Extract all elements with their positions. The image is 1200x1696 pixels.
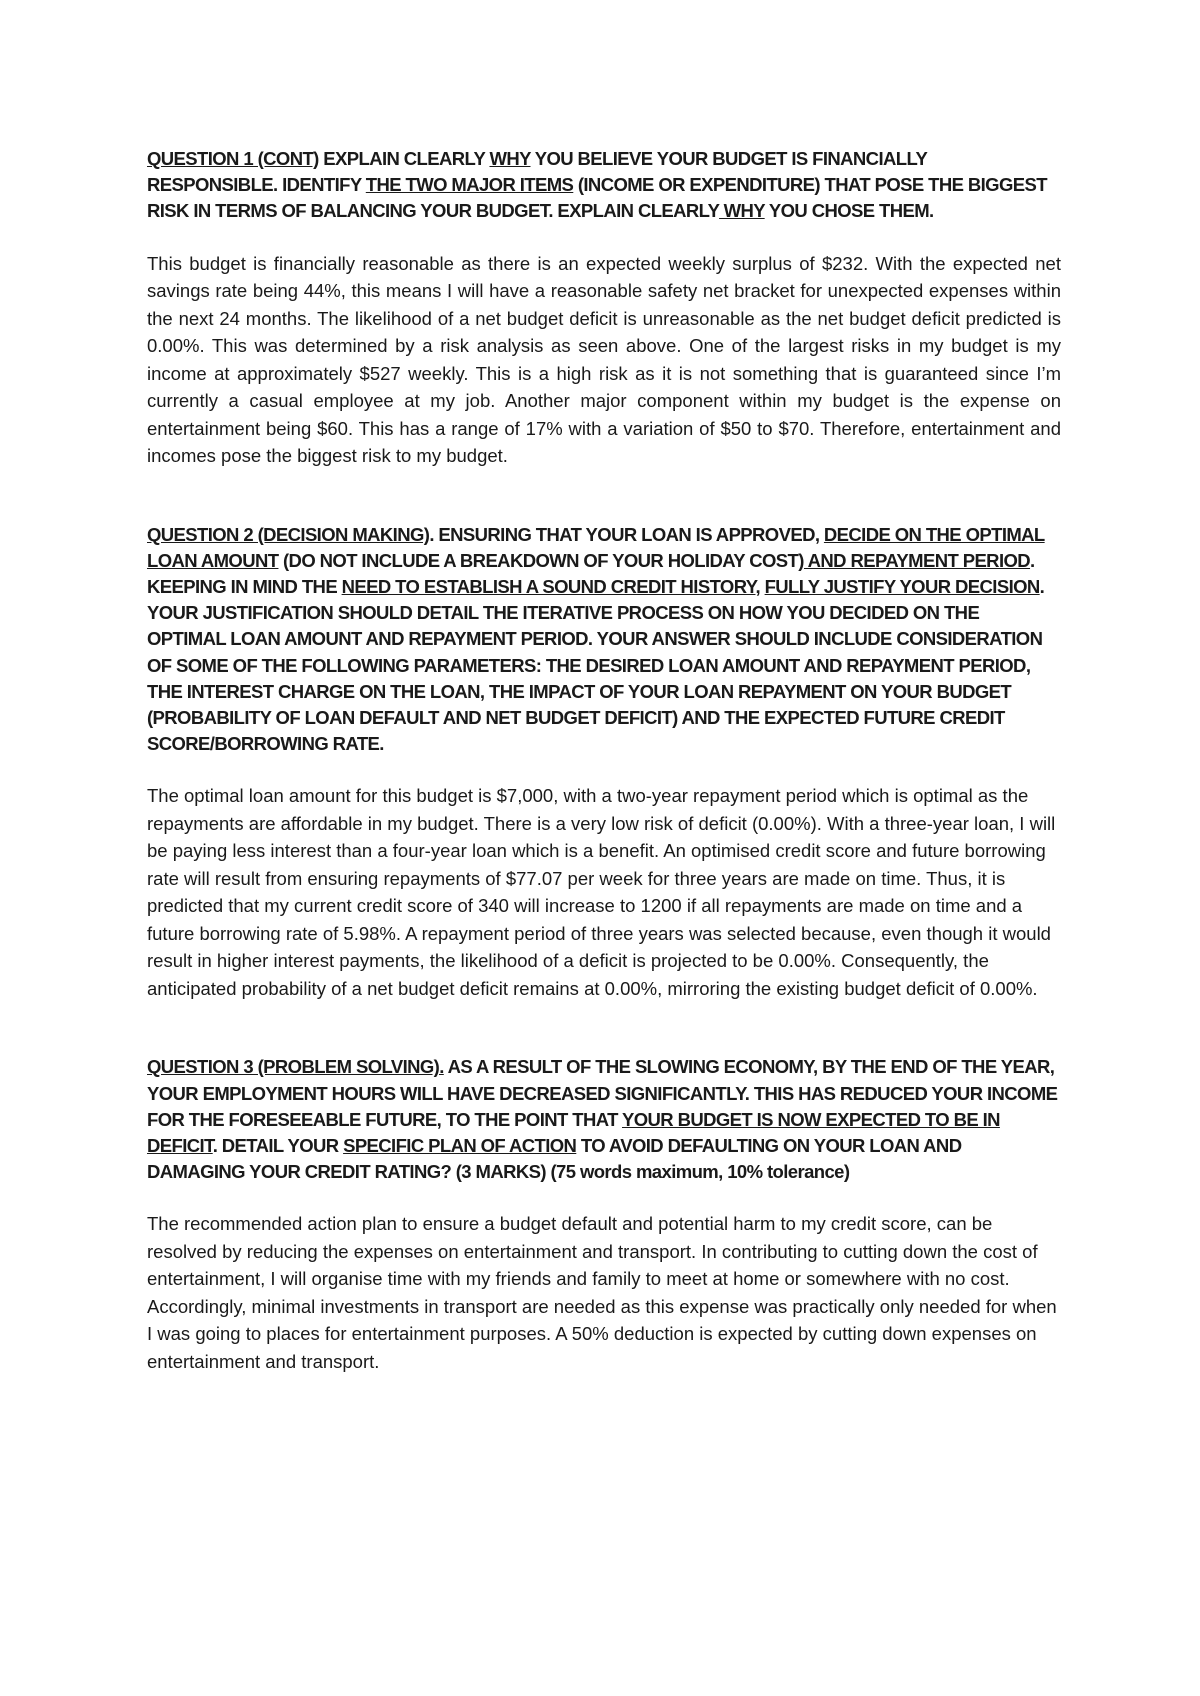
question-1-answer: This budget is financially reasonable as there is an expected weekly surplus of $232. With the expected net savings rate being 44%, this means I will have a reasonable safety net bracket for unexpected expenses within the next 24 months. The likelihood of a net budget deficit is unreasonable as the net budget deficit predicted is 0.00%. This was determined by a risk analysis as seen above. One of the largest risks in my budget is my income at approximately $527 weekly. This is a high risk as it is not something that is guaranteed since I’m currently a casual employee at my job. Another major component within my budget is the expense on entertainment being $60. This has a range of 17% with a variation of $50 to $70. Therefore, entertainment and incomes pose the biggest risk to my budget.: [147, 252, 1061, 467]
q1-heading-segment: YOU BELIEVE YOUR BUDGET IS FINANCIALLY RESPONSIBLE. IDENTIFY: [147, 148, 927, 196]
q1-heading-segment: YOU CHOSE THEM.: [764, 200, 934, 222]
q1-heading-segment: (INCOME OR EXPENDITURE) THAT POSE THE BIGGEST RISK IN TERMS OF BALANCING YOUR BUDGET. EXPLAIN CLEARLY: [147, 174, 1047, 222]
document-page: [147, 146, 1061, 1375]
q2-heading-segment: ,: [755, 576, 765, 598]
q3-heading-segment: TO AVOID DEFAULTING ON YOUR LOAN AND DAMAGING YOUR CREDIT RATING? (3 MARKS) (75 words maximum, 10% tolerance): [147, 1135, 962, 1183]
question-3-heading: [147, 1054, 1061, 1185]
question-2-heading: [147, 522, 1061, 758]
q2-heading-segment: NEED TO ESTABLISH A SOUND CREDIT HISTORY: [341, 576, 756, 598]
q2-heading-segment: . KEEPING IN MIND THE: [147, 549, 1035, 598]
q3-heading-segment: . DETAIL YOUR: [212, 1135, 344, 1157]
q3-heading-segment: YOUR BUDGET IS NOW EXPECTED TO BE IN DEFICIT: [147, 1108, 1000, 1157]
q2-heading-segment: QUESTION 2 (DECISION MAKING): [147, 523, 430, 545]
q2-heading-segment: FULLY JUSTIFY YOUR DECISION: [764, 576, 1040, 598]
question-2-answer: The optimal loan amount for this budget is $7,000, with a two-year repayment period which is optimal as the repayments are affordable in my budget. There is a very low risk of deficit (0.00%). With a three-year loan, I will be paying less interest than a four-year loan which is a benefit. An optimised credit score and future borrowing rate will result from ensuring repayments of $77.07 per week for three years are made on time. Thus, it is predicted that my current credit score of 340 will increase to 1200 if all repayments are made on time and a future borrowing rate of 5.98%. A repayment period of three years was selected because, even though it would result in higher interest payments, the likelihood of a deficit is projected to be 0.00%. Consequently, the anticipated probability of a net budget deficit remains at 0.00%, mirroring the existing budget deficit of 0.00%.: [147, 785, 1056, 999]
q3-heading-segment: AS A RESULT OF THE SLOWING ECONOMY, BY THE END OF THE YEAR, YOUR EMPLOYMENT HOURS WILL HAVE DECREASED SIGNIFICANTLY. THIS HAS REDUCED YOUR INCOME FOR THE FORESEEABLE FUTURE, TO THE POINT THAT: [147, 1056, 1058, 1130]
q2-heading-segment: . YOUR JUSTIFICATION SHOULD DETAIL THE ITERATIVE PROCESS ON HOW YOU DECIDED ON THE OPTIMAL LOAN AMOUNT AND REPAYMENT PERIOD. YOUR ANSWER SHOULD INCLUDE CONSIDERATION OF SOME OF THE FOLLOWING PARAMETERS: THE DESIRED LOAN AMOUNT AND REPAYMENT PERIOD, THE INTEREST CHARGE ON THE LOAN, THE IMPACT OF YOUR LOAN REPAYMENT ON YOUR BUDGET (PROBABILITY OF LOAN DEFAULT AND NET BUDGET DEFICIT) AND THE EXPECTED FUTURE CREDIT SCORE/BORROWING RATE.: [147, 576, 1045, 755]
q1-heading-segment: QUESTION 1 (CONT): [147, 148, 319, 169]
q3-heading-segment: SPECIFIC PLAN OF ACTION: [343, 1135, 577, 1157]
question-3-answer: The recommended action plan to ensure a budget default and potential harm to my credit score, can be resolved by reducing the expenses on entertainment and transport. In contributing to cutting down the cost of entertainment, I will organise time with my friends and family to meet at home or somewhere with no cost. Accordingly, minimal investments in transport are needed as this expense was practically only needed for when I was going to places for entertainment purposes. A 50% deduction is expected by cutting down expenses on entertainment and transport.: [147, 1213, 1057, 1372]
q3-heading-segment: QUESTION 3 (PROBLEM SOLVING).: [147, 1056, 444, 1078]
q2-heading-segment: . ENSURING THAT YOUR LOAN IS APPROVED,: [429, 523, 824, 545]
q1-heading-segment: WHY: [489, 148, 531, 169]
q2-heading-segment: ) AND REPAYMENT PERIOD: [798, 549, 1031, 571]
q2-heading-segment: DECIDE ON THE OPTIMAL LOAN AMOUNT: [147, 523, 1045, 571]
q1-heading-segment: EXPLAIN CLEARLY: [318, 148, 490, 169]
q2-heading-segment: (DO NOT INCLUDE A BREAKDOWN OF YOUR HOLIDAY COST: [278, 549, 799, 571]
question-1-heading: [147, 146, 1061, 225]
q1-heading-segment: WHY: [719, 200, 765, 222]
q1-heading-segment: THE TWO MAJOR ITEMS: [365, 174, 574, 196]
